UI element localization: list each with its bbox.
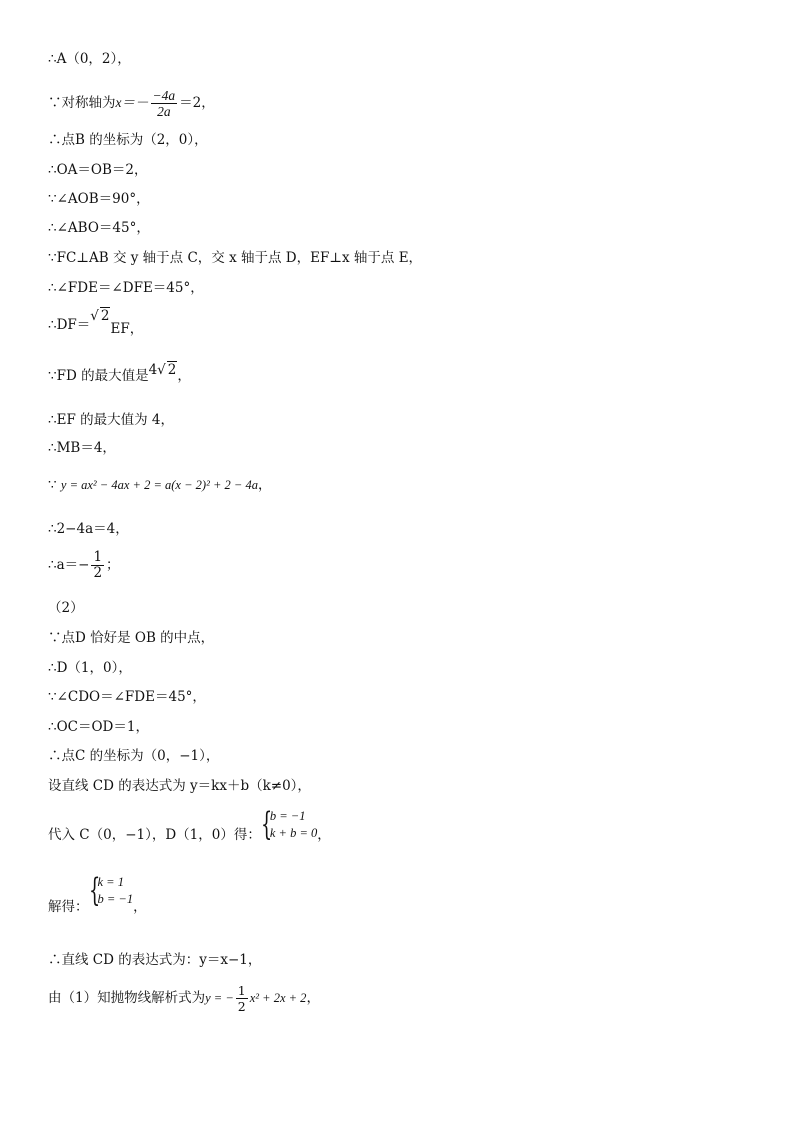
equation: y = ax² − 4ax + 2 = a(x − 2)² + 2 − 4a (60, 478, 258, 492)
text: ∵∠AOB＝90°， (48, 191, 150, 207)
text: ∴MB＝4， (48, 440, 116, 456)
text: ， (257, 477, 272, 493)
text: 解得： (48, 898, 89, 915)
text: ∴D（1，0）， (48, 660, 132, 676)
text: ， (317, 826, 331, 843)
text: ∵点D 恰好是 OB 的中点， (48, 630, 215, 646)
radicand: 2 (167, 362, 177, 378)
line-mb (48, 439, 116, 457)
line-substitute-system (48, 805, 331, 843)
text: ∴点B 的坐标为（2，0）， (48, 132, 208, 148)
text: 代入 C（0，−1），D（1，0）得： (48, 826, 261, 843)
text: ∴OC＝OD＝1， (48, 719, 149, 735)
line-solution-system (48, 871, 147, 915)
line-2-4a-eq-4 (48, 520, 129, 538)
radicand: 2 (100, 308, 110, 324)
math-text: x＝－ (115, 95, 149, 110)
sqrt-expression: 4√ 2 (148, 362, 177, 378)
denominator: 2 (237, 999, 246, 1014)
line-cd-expression-setup (48, 777, 311, 795)
equation-row: k = 1 (97, 875, 124, 889)
text: ∴A（0，2）， (48, 51, 131, 67)
text: ∵FD 的最大值是 (48, 368, 149, 384)
coefficient: 4 (148, 362, 158, 378)
text: ， (133, 898, 147, 915)
text: ∴EF 的最大值为 4， (48, 412, 174, 428)
line-d-midpoint (48, 629, 214, 647)
text: ∵ (48, 477, 57, 493)
text: EF， (110, 321, 144, 337)
line-axis-of-symmetry (48, 88, 215, 119)
line-parabola-expression (48, 983, 320, 1014)
line-b-coordinates (48, 131, 208, 149)
line-cd-expression (48, 951, 261, 969)
denominator: 2a (157, 104, 171, 119)
text: ∴a＝− (48, 557, 90, 573)
line-df-ef (48, 308, 144, 337)
line-angle-abo (48, 219, 150, 237)
text: ∵∠CDO＝∠FDE＝45°， (48, 689, 206, 705)
line-a-value (48, 550, 120, 581)
denominator: 2 (93, 565, 103, 581)
text: ∴直线 CD 的表达式为：y＝x−1， (48, 952, 262, 968)
text: ∴OA＝OB＝2， (48, 162, 148, 178)
line-angle-aob (48, 190, 150, 208)
numerator: −4a (152, 88, 176, 103)
equation-system (88, 871, 134, 909)
equation-row: b = −1 (269, 809, 306, 823)
fraction (236, 983, 248, 1014)
line-fc-perp-ab (48, 249, 422, 267)
text: 由（1）知抛物线解析式为 (48, 990, 206, 1006)
text: ＝2， (179, 95, 215, 111)
fraction (91, 550, 104, 581)
line-angle-fde (48, 279, 204, 297)
line-oa-ob (48, 161, 147, 179)
line-part-2 (48, 599, 84, 617)
sqrt-expression: √ 2 (90, 308, 110, 324)
equation-system (260, 805, 318, 843)
text: ∵FC⊥AB 交 y 轴于点 C，交 x 轴于点 D，EF⊥x 轴于点 E， (48, 250, 423, 266)
text: ∴点C 的坐标为（0，−1）， (48, 748, 220, 764)
text: ∴∠ABO＝45°， (48, 220, 150, 236)
line-ef-max (48, 411, 174, 429)
line-oc-od (48, 718, 149, 736)
text: ∴2−4a＝4， (48, 521, 129, 537)
numerator: 1 (237, 983, 246, 998)
brace: { (260, 805, 273, 843)
math-text: x² + 2x + 2 (249, 991, 307, 1005)
line-parabola-vertex-form (48, 476, 271, 494)
line-angle-cdo (48, 688, 206, 706)
line-a-coordinates (48, 50, 131, 68)
equation-row: b = −1 (97, 892, 134, 906)
line-c-coordinates (48, 747, 219, 765)
numerator: 1 (93, 549, 103, 565)
text: ， (177, 368, 191, 384)
fraction (151, 88, 178, 119)
text: 设直线 CD 的表达式为 y＝kx＋b（k≠0）， (48, 778, 311, 794)
brace: { (88, 871, 100, 909)
line-fd-max (48, 362, 191, 385)
math-text: y = − (205, 991, 234, 1005)
text: ∴∠FDE＝∠DFE＝45°， (48, 280, 204, 296)
equation-row: k + b = 0 (269, 826, 318, 840)
text: ∴DF＝ (48, 317, 91, 333)
text: ； (106, 557, 120, 573)
text: ∵对称轴为 (48, 95, 116, 111)
line-d-coordinates (48, 659, 132, 677)
text: ， (306, 990, 320, 1006)
text: （2） (48, 600, 84, 616)
